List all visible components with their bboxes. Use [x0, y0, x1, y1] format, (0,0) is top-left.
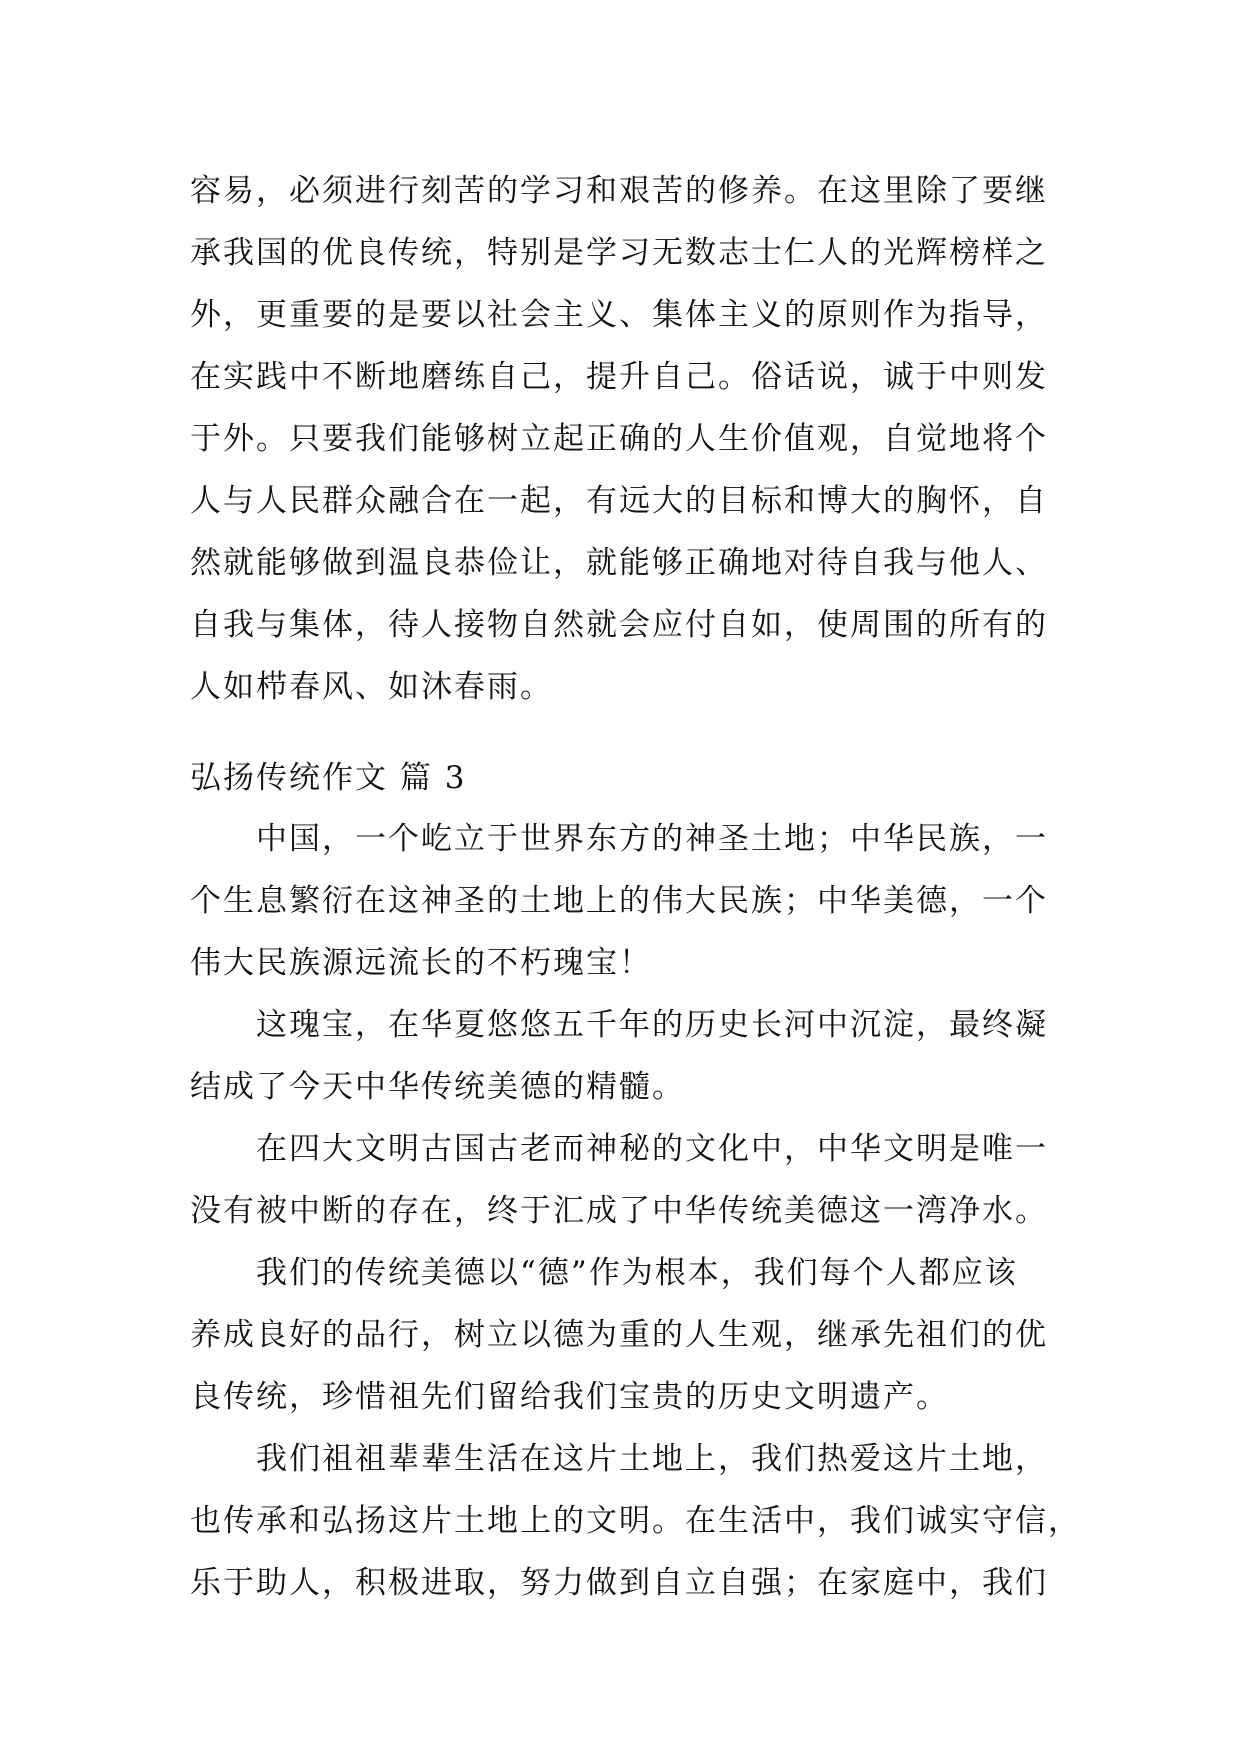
- text-line: 自我与集体，待人接物自然就会应付自如，使周围的所有的: [190, 607, 1048, 643]
- text-line: 伟大民族源远流长的不朽瑰宝！: [190, 945, 652, 981]
- paragraph-2: [190, 994, 1060, 1118]
- text-line: 人与人民群众融合在一起，有远大的目标和博大的胸怀，自: [190, 483, 1048, 519]
- paragraph-3: [190, 1118, 1060, 1242]
- paragraph-4: [190, 1242, 1060, 1428]
- text-line: 人如栉春风、如沐春雨。: [190, 669, 553, 705]
- section-gap: [190, 718, 1060, 748]
- text-line: 于外。只要我们能够树立起正确的人生价值观，自觉地将个: [190, 421, 1048, 457]
- text-line: 然就能够做到温良恭俭让，就能够正确地对待自我与他人、: [190, 545, 1048, 581]
- document-body: [190, 160, 1081, 1614]
- text-line: 养成良好的品行，树立以德为重的人生观，继承先祖们的优: [190, 1317, 1048, 1353]
- text-line: 我们祖祖辈辈生活在这片土地上，我们热爱这片土地，: [256, 1441, 1048, 1477]
- paragraph-5: [190, 1428, 1081, 1614]
- text-line: 结成了今天中华传统美德的精髓。: [190, 1069, 685, 1105]
- text-line: 承我国的优良传统，特别是学习无数志士仁人的光辉榜样之: [190, 235, 1048, 271]
- text-line: 也传承和弘扬这片土地上的文明。在生活中，我们诚实守信，: [190, 1503, 1081, 1539]
- section-title: 弘扬传统作文 篇 3: [190, 760, 467, 796]
- intro-paragraph: [190, 160, 1060, 718]
- paragraph-1: [190, 808, 1060, 994]
- text-line: 外，更重要的是要以社会主义、集体主义的原则作为指导，: [190, 297, 1048, 333]
- text-line: 我们的传统美德以“德”作为根本，我们每个人都应该: [256, 1255, 1018, 1291]
- text-line: 这瑰宝，在华夏悠悠五千年的历史长河中沉淀，最终凝: [256, 1007, 1048, 1043]
- text-line: 容易，必须进行刻苦的学习和艰苦的修养。在这里除了要继: [190, 173, 1048, 209]
- text-line: 个生息繁衍在这神圣的土地上的伟大民族；中华美德，一个: [190, 883, 1048, 919]
- text-line: 乐于助人，积极进取，努力做到自立自强；在家庭中，我们: [190, 1565, 1048, 1601]
- text-line: 良传统，珍惜祖先们留给我们宝贵的历史文明遗产。: [190, 1379, 949, 1415]
- text-line: 在实践中不断地磨练自己，提升自己。俗话说，诚于中则发: [190, 359, 1048, 395]
- text-line: 没有被中断的存在，终于汇成了中华传统美德这一湾净水。: [190, 1193, 1048, 1229]
- text-line: 在四大文明古国古老而神秘的文化中，中华文明是唯一: [256, 1131, 1048, 1167]
- text-line: 中国，一个屹立于世界东方的神圣土地；中华民族，一: [256, 821, 1048, 857]
